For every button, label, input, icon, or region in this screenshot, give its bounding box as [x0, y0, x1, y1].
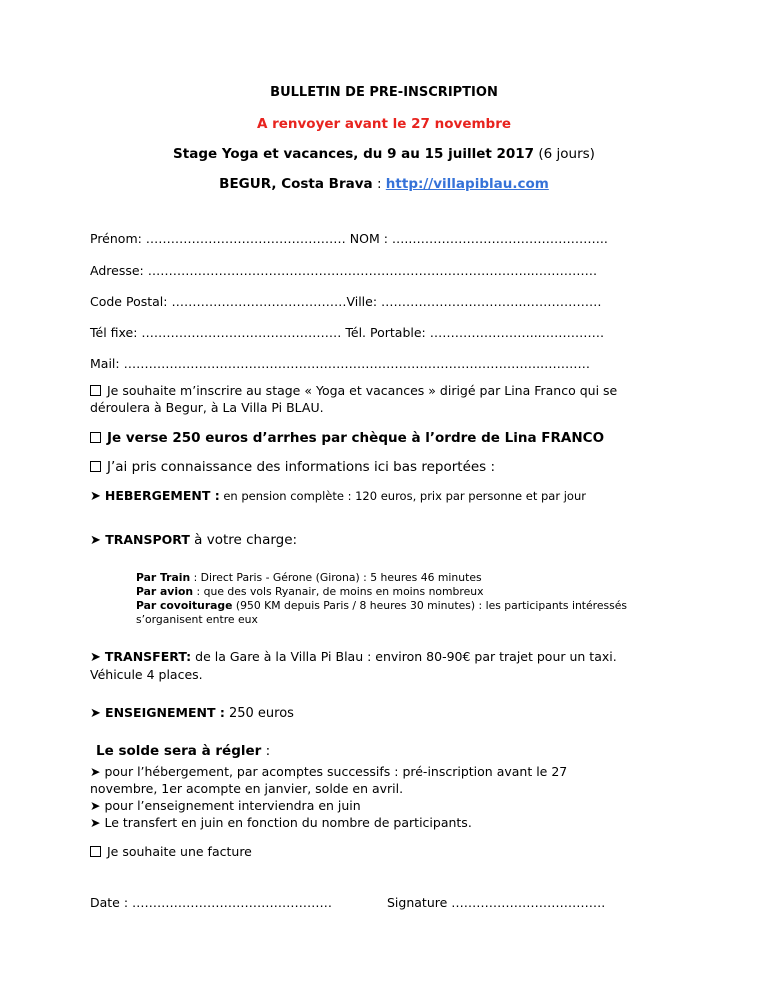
inscription-text-2: déroulera à Begur, à La Villa Pi BLAU. — [90, 400, 324, 415]
stage-title: Stage Yoga et vacances, du 9 au 15 juillet 2017 — [173, 146, 535, 162]
solde-details — [90, 763, 680, 831]
document-title: BULLETIN DE PRE-INSCRIPTION — [270, 85, 498, 100]
field-mail[interactable]: Mail: ……………………………………………………………………………………….………… — [90, 356, 591, 371]
field-prenom-nom[interactable]: Prénom: ………………………………………… NOM : …..……………………………………….. — [90, 231, 608, 246]
field-code-postal-ville[interactable]: Code Postal: ……………………………………Ville: ……………………………..……………… — [90, 294, 602, 309]
transport-avion — [136, 585, 627, 599]
facture-checkbox-item — [90, 844, 252, 859]
avion-text: : que des vols Ryanair, de moins en moins nombreux — [193, 585, 484, 598]
hebergement-section — [90, 488, 586, 504]
covoit-text: (950 KM depuis Paris / 8 heures 30 minutes) : les participants intéressés — [232, 599, 628, 612]
transport-covoiturage-2: s’organisent entre eux — [136, 613, 258, 626]
inscription-checkbox-item — [90, 382, 680, 416]
arrow-icon: ➤ — [90, 489, 101, 504]
location-line — [0, 176, 768, 192]
arrhes-text: Je verse 250 euros d’arrhes par chèque à l’ordre de Lina FRANCO — [107, 430, 605, 446]
solde-heading — [96, 743, 270, 759]
facture-checkbox[interactable] — [90, 846, 101, 857]
stage-duration: (6 jours) — [534, 146, 595, 162]
info-text: J’ai pris connaissance des informations ici bas reportées : — [107, 459, 496, 475]
transport-train — [136, 571, 627, 585]
hebergement-text: en pension complète : 120 euros, prix par personne et par jour — [219, 489, 586, 503]
deadline-notice: A renvoyer avant le 27 novembre — [256, 116, 512, 132]
train-label: Par Train — [136, 571, 191, 584]
enseignement-label: ENSEIGNEMENT : — [105, 705, 225, 720]
transport-label: TRANSPORT — [105, 532, 190, 547]
solde-line-3: ➤ pour l’enseignement interviendra en juin — [90, 798, 361, 813]
arrhes-checkbox-item — [90, 430, 604, 446]
signature-field[interactable]: Signature ………………………………. — [387, 895, 606, 910]
arrow-icon: ➤ — [90, 533, 101, 548]
location-separator: : — [372, 176, 386, 192]
website-link[interactable]: http://villapiblau.com — [385, 176, 549, 192]
transport-text: à votre charge: — [189, 532, 298, 548]
solde-label: Le solde sera à régler — [96, 743, 262, 759]
covoit-label: Par covoiturage — [136, 599, 233, 612]
transfert-text: de la Gare à la Villa Pi Blau : environ 80-90€ par trajet pour un taxi. — [191, 649, 617, 664]
date-field[interactable]: Date : ………………………………………… — [90, 895, 333, 910]
avion-label: Par avion — [136, 585, 194, 598]
facture-text: Je souhaite une facture — [107, 844, 252, 859]
arrow-icon: ➤ — [90, 706, 101, 721]
inscription-checkbox[interactable] — [90, 385, 101, 396]
info-checkbox-item — [90, 459, 495, 475]
info-checkbox[interactable] — [90, 461, 101, 472]
hebergement-label: HEBERGEMENT : — [104, 488, 220, 503]
solde-line-1: ➤ pour l’hébergement, par acomptes successifs : pré-inscription avant le 27 — [90, 764, 568, 779]
solde-line-4: ➤ Le transfert en juin en fonction du nombre de participants. — [90, 815, 472, 830]
enseignement-section — [90, 705, 294, 721]
arrow-icon: ➤ — [90, 650, 101, 665]
enseignement-text: 250 euros — [224, 706, 294, 721]
solde-colon: : — [261, 743, 271, 759]
stage-info — [0, 146, 768, 162]
transport-details — [136, 571, 627, 627]
solde-line-2: novembre, 1er acompte en janvier, solde en avril. — [90, 781, 404, 796]
field-telephone[interactable]: Tél fixe: ………………………………………… Tél. Portable: ……………………...…………… — [90, 325, 605, 340]
transport-covoiturage — [136, 599, 627, 613]
inscription-text-1: Je souhaite m’inscrire au stage « Yoga et vacances » dirigé par Lina Franco qui se — [107, 383, 618, 398]
transfert-label: TRANSFERT: — [104, 649, 192, 664]
transport-section — [90, 532, 297, 548]
arrhes-checkbox[interactable] — [90, 432, 101, 443]
field-adresse[interactable]: Adresse: ………………………………………………………………………………...…………… — [90, 263, 598, 278]
transfert-section — [90, 648, 680, 683]
location-name: BEGUR, Costa Brava — [219, 176, 373, 192]
transfert-text-2: Véhicule 4 places. — [90, 667, 203, 682]
train-text: : Direct Paris - Gérone (Girona) : 5 heures 46 minutes — [190, 571, 482, 584]
